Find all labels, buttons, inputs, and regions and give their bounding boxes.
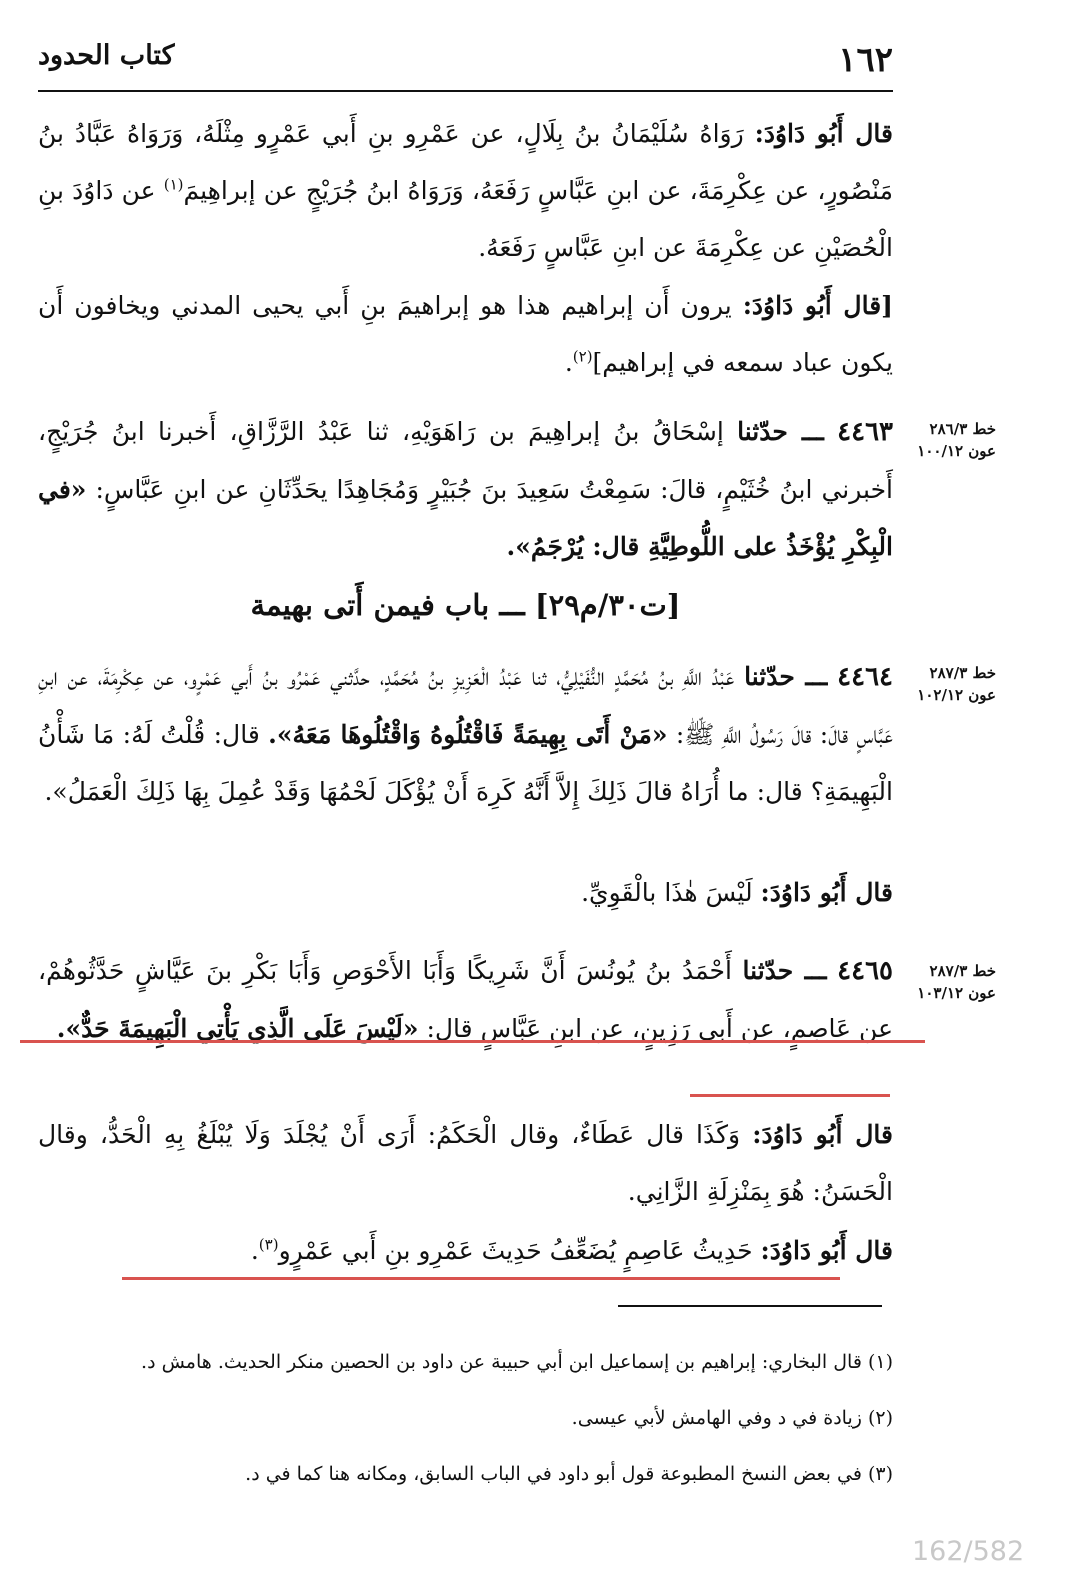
margin-ref-line: خط ٢٨٧/٣ xyxy=(929,664,996,682)
paragraph-abu-dawud-1 xyxy=(38,105,893,276)
hadith-number: ٤٤٦٤ xyxy=(837,662,894,692)
margin-ref-line: عون ١٠٢/١٢ xyxy=(917,686,996,704)
highlight-underline xyxy=(690,1094,890,1097)
chapter-title: [ت٣٠/م٢٩] ـــ باب فيمن أَتى بهيمة xyxy=(250,588,681,622)
footnote-2: (٢) زيادة في د وفي الهامش لأبي عيسى. xyxy=(571,1407,893,1429)
hadith-matn: «في الْبِكْرِ يُؤْخَذُ على اللُّوطِيَّةِ قال: يُرْجَمُ». xyxy=(38,475,893,561)
hadith-number: ٤٤٦٥ xyxy=(837,956,894,986)
footnote-marker[interactable]: (١) xyxy=(163,175,184,194)
hadith-opener: ـــ حدّثنا xyxy=(737,417,824,446)
paragraph-text: وَكَذَا قال عَطَاءٌ، وقال الْحَكَمُ: أَرَى أَنْ يُجْلَدَ وَلَا يُبْلَغُ بِهِ الْحَدُّ، وقال الْحَسَنُ: هُوَ بِمَنْزِلَةِ الزَّانِي. xyxy=(38,1120,893,1206)
hadith-number: ٤٤٦٣ xyxy=(837,417,894,447)
hadith-4463 xyxy=(38,403,893,575)
footnote-marker[interactable]: (٣) xyxy=(258,1235,279,1254)
speaker-label: قال أَبُو دَاوُدَ: xyxy=(752,1120,893,1149)
footnote-1: (١) قال البخاري: إبراهيم بن إسماعيل ابن أبي حبيبة عن داود بن الحصين منكر الحديث. هامش د. xyxy=(141,1351,893,1373)
margin-reference xyxy=(908,960,996,1004)
paragraph-abu-dawud-4 xyxy=(38,1106,893,1220)
speaker-label: قال أَبُو دَاوُدَ: xyxy=(760,878,893,907)
hadith-opener: ـــ حدّثنا xyxy=(744,662,828,691)
footnote-3: (٣) في بعض النسخ المطبوعة قول أبو داود في الباب السابق، ومكانه هنا كما في د. xyxy=(245,1463,893,1485)
footnote-separator xyxy=(618,1305,882,1307)
page-number: ١٦٢ xyxy=(838,40,893,80)
margin-reference xyxy=(908,662,996,706)
paragraph-abu-dawud-5 xyxy=(38,1222,893,1279)
speaker-label: قال أَبُو دَاوُدَ: xyxy=(754,119,893,148)
hadith-chain: عَبْدُ اللَّهِ بنُ مُحَمَّدٍ النُّفَيْلِيُّ، ثنا عَبْدُ الْعَزِيزِ بنُ مُحَمَّدٍ، حدَّثني عَمْرُو بنُ أَبي عَمْرٍو، عن عِكْرِمَةَ، عن ابنِ عَبَّاسٍ قالَ: قالَ رَسُولُ اللَّهِ ﷺ: xyxy=(38,662,893,749)
page-header xyxy=(38,40,893,92)
margin-ref-line: خط ٢٨٦/٣ xyxy=(929,420,996,438)
margin-reference xyxy=(908,418,996,462)
paragraph-text: رَوَاهُ سُلَيْمَانُ بنُ بِلَالٍ، عن عَمْرِو بنِ أَبي عَمْرٍو مِثْلَهُ، وَرَوَاهُ عَبَّادُ بنُ مَنْصُورٍ، عن عِكْرِمَةَ، عن ابنِ عَبَّاسٍ رَفَعَهُ، وَرَوَاهُ ابنُ جُرَيْجٍ عن إبراهِيمَ xyxy=(38,119,893,205)
hadith-chain: أَحْمَدُ بنُ يُونُسَ أَنَّ شَرِيكًا وَأَبَا الأَحْوَصِ وَأَبَا بَكْرِ بنَ عَيَّاشٍ حَدَّثُوهُمْ، عن عَاصِمٍ، عن أَبي رَزِينٍ، عن ابنِ عَبَّاسٍ قال: xyxy=(38,956,893,1043)
highlight-underline xyxy=(122,1277,840,1280)
page-counter: 162/582 xyxy=(912,1536,1025,1567)
paragraph-text-tail: . xyxy=(250,1236,259,1265)
paragraph-abu-dawud-2 xyxy=(38,277,893,391)
highlight-underline xyxy=(20,1040,925,1043)
paragraph-text-tail: عن دَاوُدَ بنِ الْحُصَيْنِ عن عِكْرِمَةَ عن ابنِ عَبَّاسٍ رَفَعَهُ. xyxy=(38,176,893,262)
footnote-marker[interactable]: (٢) xyxy=(572,347,593,366)
paragraph-text: يرون أَن إبراهيم هذا هو إبراهيمَ بنِ أَبي يحيى المدني ويخافون أَن يكون عباد سمعه في إبراهيم] xyxy=(38,291,893,377)
hadith-continuation: قال: قُلْتُ لَهُ: مَا شَأْنُ الْبَهِيمَةِ؟ قال: ما أُرَاهُ قالَ ذَلِكَ إِلاَّ أَنَّهُ كَرِهَ أَنْ يُؤْكَلَ لَحْمُهَا وَقَدْ عُمِلَ بِهَا ذَلِكَ الْعَمَلُ». xyxy=(38,720,893,806)
margin-ref-line: خط ٢٨٧/٣ xyxy=(929,962,996,980)
paragraph-abu-dawud-3 xyxy=(38,864,893,921)
hadith-opener: ـــ حدّثنا xyxy=(742,956,827,985)
hadith-matn: «مَنْ أَتَى بِهِيمَةً فَاقْتُلُوهُ وَاقْتُلُوهَا مَعَهُ». xyxy=(268,720,668,749)
hadith-chain: إسْحَاقُ بنُ إبراهِيمَ بن رَاهَوَيْهِ، ثنا عَبْدُ الرَّزَّاقِ، أَخبرنا ابنُ جُرَيْجٍ، أَخبرني ابنُ خُثَيْمٍ، قالَ: سَمِعْتُ سَعِيدَ بنَ جُبَيْرٍ وَمُجَاهِدًا يحَدِّثَانِ عن ابنِ عَبَّاسٍ: xyxy=(38,417,893,504)
hadith-4464 xyxy=(38,648,893,820)
margin-ref-line: عون ١٠٣/١٢ xyxy=(917,984,996,1002)
book-title: كتاب الحدود xyxy=(38,40,175,71)
paragraph-text: حَدِيثُ عَاصِمٍ يُضَعِّفُ حَدِيثَ عَمْرِو بنِ أَبي عَمْرٍو xyxy=(278,1236,753,1265)
paragraph-text: لَيْسَ هٰذَا بالْقَوِيِّ. xyxy=(581,878,753,907)
margin-ref-line: عون ١٠٠/١٢ xyxy=(917,442,996,460)
speaker-label: قال أَبُو دَاوُدَ: xyxy=(760,1236,893,1265)
paragraph-text-tail: . xyxy=(564,348,573,377)
hadith-matn: «لَيْسَ عَلَى الَّذِي يَأْتِي الْبَهِيمَةَ حَدٌّ». xyxy=(56,1014,419,1043)
speaker-label: [قال أَبُو دَاوُدَ: xyxy=(742,291,893,320)
